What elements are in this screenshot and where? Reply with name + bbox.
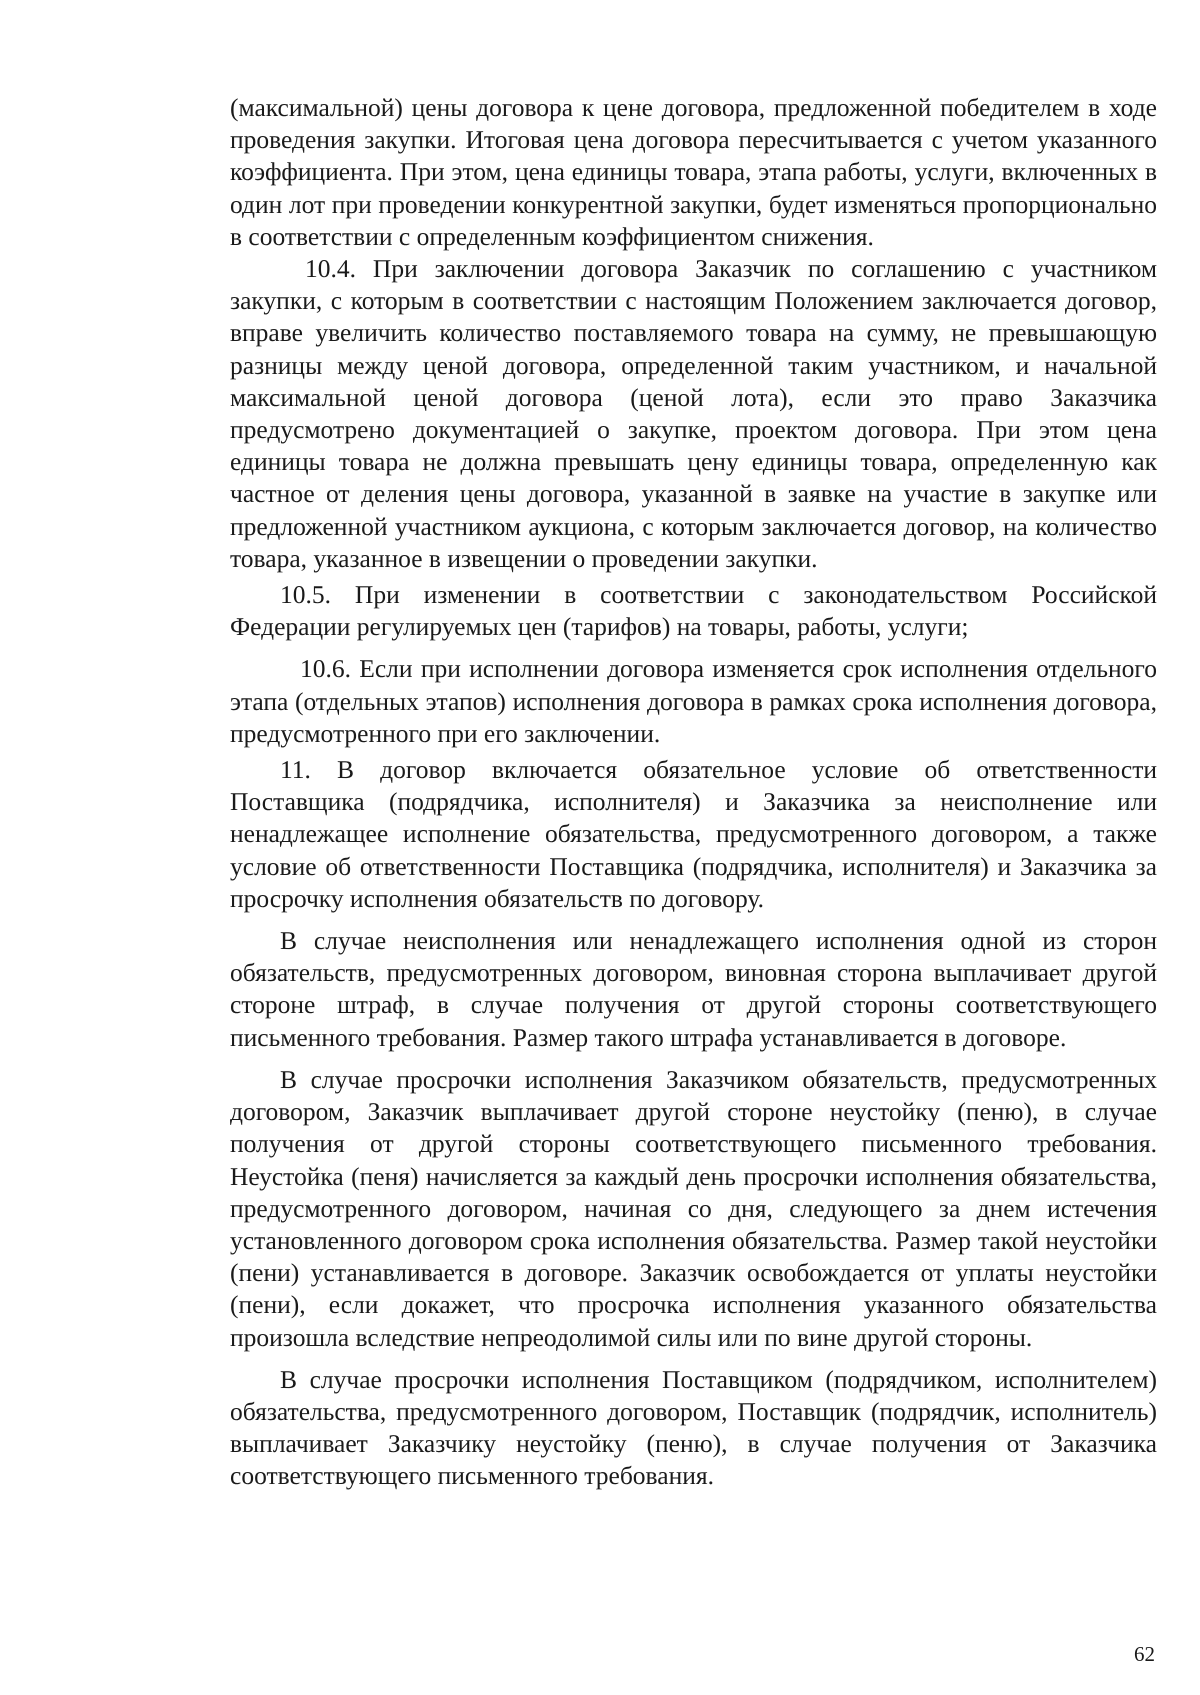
paragraph-penalty-general: В случае неисполнения или ненадлежащего исполнения одной из сторон обязательств, предусмотренных договором, виновная сторона выплачивает другой стороне штраф, в случае получения от другой стороны соответствующего письменного требования. Размер такого штрафа устанавливается в договоре.	[230, 926, 1157, 1052]
page-number: 62	[1134, 1642, 1155, 1666]
paragraph-10-6: 10.6. Если при исполнении договора изменяется срок исполнения отдельного этапа (отдельных этапов) исполнения договора в рамках срока исполнения договора, предусмотренного при его заключении.	[230, 654, 1157, 748]
paragraph-10-5: 10.5. При изменении в соответствии с законодательством Российской Федерации регулируемых цен (тарифов) на товары, работы, услуги;	[230, 580, 1157, 642]
paragraph-penalty-customer: В случае просрочки исполнения Заказчиком обязательств, предусмотренных договором, Заказчик выплачивает другой стороне неустойку (пеню), в случае получения от другой стороны соответствующего письменного требования. Неустойка (пеня) начисляется за каждый день просрочки исполнения обязательства, предусмотренного договором, начиная со дня, следующего за днем истечения установленного договором срока исполнения обязательства. Размер такой неустойки (пени) устанавливается в договоре. Заказчик освобождается от уплаты неустойки (пени), если докажет, что просрочка исполнения указанного обязательства произошла вследствие непреодолимой силы или по вине другой стороны.	[230, 1064, 1157, 1352]
paragraph-coefficient-continuation: (максимальной) цены договора к цене договора, предложенной победителем в ходе проведения закупки. Итоговая цена договора пересчитывается с учетом указанного коэффициента. При этом, цена единицы товара, этапа работы, услуги, включенных в один лот при проведении конкурентной закупки, будет изменяться пропорционально в соответствии с определенным коэффициентом снижения.	[230, 93, 1157, 251]
paragraph-penalty-supplier: В случае просрочки исполнения Поставщиком (подрядчиком, исполнителем) обязательства, предусмотренного договором, Поставщик (подрядчик, исполнитель) выплачивает Заказчику неустойку (пеню), в случае получения от Заказчика соответствующего письменного требования.	[230, 1364, 1157, 1491]
paragraph-10-4: 10.4. При заключении договора Заказчик по соглашению с участником закупки, с которым в соответствии с настоящим Положением заключается договор, вправе увеличить количество поставляемого товара на сумму, не превышающую разницы между ценой договора, определенной таким участником, и начальной максимальной ценой договора (ценой лота), если это право Заказчика предусмотрено документацией о закупке, проектом договора. При этом цена единицы товара не должна превышать цену единицы товара, определенную как частное от деления цены договора, указанной в заявке на участие в закупке или предложенной участником аукциона, с которым заключается договор, на количество товара, указанное в извещении о проведении закупки.	[230, 254, 1157, 573]
document-body	[230, 92, 1157, 1493]
paragraph-11: 11. В договор включается обязательное условие об ответственности Поставщика (подрядчика, исполнителя) и Заказчика за неисполнение или ненадлежащее исполнение обязательства, предусмотренного договором, а также условие об ответственности Поставщика (подрядчика, исполнителя) и Заказчика за просрочку исполнения обязательств по договору.	[230, 755, 1157, 913]
